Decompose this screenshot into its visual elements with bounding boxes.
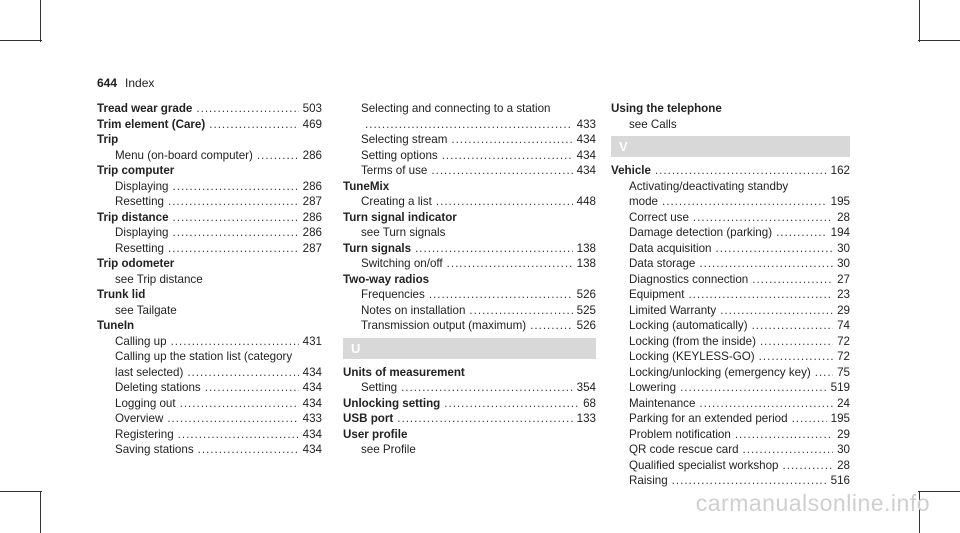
- page-ref: 526: [576, 288, 596, 301]
- dot-leader: [180, 396, 299, 412]
- index-entry[interactable]: [97, 117, 322, 133]
- entry-text: Notes on installation: [361, 303, 466, 317]
- entry-text: Deleting stations: [115, 381, 201, 394]
- index-subentry[interactable]: [611, 303, 850, 319]
- entry-text: Selecting stream: [361, 133, 448, 146]
- page-ref: 287: [302, 241, 322, 255]
- index-subentry[interactable]: [97, 148, 322, 164]
- entry-text: Displaying: [115, 226, 169, 239]
- entry-text: Transmission output (maximum): [361, 319, 527, 332]
- entry-text: Unlocking setting: [343, 396, 441, 410]
- dot-leader: [720, 303, 833, 319]
- entry-text: Logging out: [115, 396, 176, 410]
- entry-text: Frequencies: [361, 288, 425, 301]
- entry-text: Saving stations: [115, 443, 194, 456]
- dot-leader: [688, 287, 833, 303]
- entry-text: Limited Warranty: [629, 303, 717, 317]
- dot-leader: [173, 179, 299, 195]
- page-ref: 29: [837, 427, 850, 441]
- dot-leader: [716, 241, 834, 257]
- page-ref: 286: [302, 226, 322, 239]
- index-entry[interactable]: [97, 101, 322, 117]
- page-ref: 431: [302, 334, 322, 348]
- index-subentry[interactable]: [611, 210, 850, 226]
- entry-text: last selected): [115, 365, 184, 379]
- dot-leader: [760, 334, 833, 350]
- crop-mark-tl-v: [40, 0, 41, 42]
- page-ref: 194: [830, 226, 850, 239]
- page-ref: 287: [302, 195, 322, 208]
- page-ref: 354: [576, 381, 596, 394]
- page-ref: 29: [837, 303, 850, 317]
- entry-text: Raising: [629, 474, 668, 487]
- entry-text: Resetting: [115, 195, 164, 208]
- dot-leader: [431, 163, 572, 179]
- page-ref: 434: [302, 365, 322, 379]
- see-reference: see Profile: [361, 443, 416, 456]
- index-heading: Trunk lid: [97, 288, 146, 301]
- index-subentry[interactable]: [97, 179, 322, 195]
- entry-text: Problem notification: [629, 427, 731, 441]
- index-heading: Turn signal indicator: [343, 210, 457, 224]
- dot-leader: [365, 117, 573, 133]
- dot-leader: [415, 241, 573, 257]
- page-ref: 469: [302, 117, 322, 131]
- index-subentry[interactable]: [343, 148, 596, 164]
- index-subentry[interactable]: [343, 256, 596, 272]
- entry-text: Correct use: [629, 210, 689, 224]
- page-ref: 286: [302, 179, 322, 193]
- entry-text: USB port: [343, 412, 394, 425]
- entry-text: Maintenance: [629, 396, 696, 410]
- entry-text: Qualified specialist workshop: [629, 458, 779, 472]
- index-subentry[interactable]: [611, 396, 850, 412]
- index-subentry[interactable]: [343, 303, 596, 319]
- watermark: carmanualsonline.info: [695, 490, 930, 516]
- index-subentry[interactable]: [343, 380, 596, 396]
- index-column-2: [343, 101, 596, 458]
- dot-leader: [752, 318, 834, 334]
- index-subentry[interactable]: [97, 427, 322, 443]
- dot-leader: [205, 380, 299, 396]
- page-number: 644: [97, 76, 118, 90]
- page-ref: 434: [302, 443, 322, 456]
- dot-leader: [209, 117, 298, 133]
- index-column-1: [97, 101, 322, 458]
- page-ref: 433: [576, 117, 596, 131]
- entry-text: Locking (from the inside): [629, 334, 756, 348]
- index-subentry[interactable]: [343, 287, 596, 303]
- index-entry[interactable]: [343, 411, 596, 427]
- entry-text: Switching on/off: [361, 257, 443, 270]
- entry-text: Parking for an extended period: [629, 412, 788, 425]
- index-subentry[interactable]: [97, 365, 322, 381]
- page-ref: 433: [302, 412, 322, 425]
- index-subentry[interactable]: [611, 349, 850, 365]
- page-ref: 30: [837, 241, 850, 255]
- dot-leader: [759, 349, 833, 365]
- dot-leader: [168, 194, 299, 210]
- index-subentry[interactable]: [343, 318, 596, 334]
- page-header: [97, 76, 154, 90]
- page-ref: 516: [830, 474, 850, 487]
- dot-leader: [442, 148, 573, 164]
- index-subentry-text: Calling up the station list (category: [115, 350, 293, 363]
- dot-leader: [397, 411, 572, 427]
- crop-mark-tr-h: [918, 40, 960, 41]
- dot-leader: [429, 287, 573, 303]
- section-letter-bar: V: [611, 136, 850, 157]
- dot-leader: [469, 303, 572, 319]
- entry-text: Setting: [361, 381, 398, 394]
- dot-leader: [401, 380, 573, 396]
- index-subentry[interactable]: [611, 411, 850, 427]
- page-ref: 434: [576, 133, 596, 146]
- dot-leader: [699, 396, 833, 412]
- dot-leader: [436, 194, 573, 210]
- entry-text: mode: [629, 195, 659, 208]
- dot-leader: [173, 210, 299, 226]
- page-ref: 133: [576, 412, 596, 425]
- page-ref: 24: [837, 396, 850, 410]
- page-ref: 28: [837, 458, 850, 472]
- index-subentry[interactable]: [611, 241, 850, 257]
- index-subentry[interactable]: [97, 334, 322, 350]
- index-subentry[interactable]: [611, 458, 850, 474]
- dot-leader: [699, 256, 833, 272]
- dot-leader: [743, 442, 834, 458]
- index-column-3: [611, 101, 850, 489]
- dot-leader: [447, 256, 573, 272]
- page-ref: 138: [576, 257, 596, 270]
- entry-text: Equipment: [629, 288, 685, 301]
- page-ref: 525: [576, 303, 596, 317]
- page-ref: 434: [576, 164, 596, 177]
- page-ref: 162: [830, 164, 850, 177]
- entry-text: Trim element (Care): [97, 117, 206, 131]
- page-ref: 72: [837, 334, 850, 348]
- page-ref: 68: [583, 396, 596, 410]
- page-ref: 30: [837, 443, 850, 456]
- dot-leader: [693, 210, 833, 226]
- index-subentry[interactable]: [611, 380, 850, 396]
- entry-text: Terms of use: [361, 164, 428, 177]
- page-ref: 286: [302, 210, 322, 224]
- index-subentry-text: Selecting and connecting to a station: [361, 102, 551, 115]
- index-heading: Using the telephone: [611, 102, 722, 115]
- index-heading: TuneMix: [343, 179, 390, 193]
- dot-leader: [171, 334, 299, 350]
- dot-leader: [257, 148, 299, 164]
- dot-leader: [444, 396, 579, 412]
- dot-leader: [187, 365, 298, 381]
- entry-text: Displaying: [115, 179, 169, 193]
- index-subentry[interactable]: [343, 132, 596, 148]
- dot-leader: [198, 442, 299, 458]
- crop-mark-tl-h: [0, 40, 42, 41]
- entry-text: Diagnostics connection: [629, 272, 749, 286]
- page-ref: 74: [837, 319, 850, 332]
- page-ref: 27: [837, 272, 850, 286]
- entry-text: Vehicle: [611, 164, 651, 177]
- page-ref: 286: [302, 148, 322, 162]
- index-subentry[interactable]: [611, 442, 850, 458]
- index-subentry[interactable]: [611, 365, 850, 381]
- index-heading: TuneIn: [97, 319, 135, 332]
- dot-leader: [752, 272, 833, 288]
- index-subentry[interactable]: [611, 318, 850, 334]
- page-ref: 138: [576, 241, 596, 255]
- entry-text: Overview: [115, 412, 164, 425]
- entry-text: Lowering: [629, 381, 677, 394]
- index-heading: Trip computer: [97, 164, 175, 177]
- dot-leader: [178, 427, 299, 443]
- entry-text: Resetting: [115, 241, 164, 255]
- dot-leader: [815, 365, 833, 381]
- crop-mark-tr-v: [919, 0, 920, 42]
- index-subentry[interactable]: [97, 194, 322, 210]
- index-subentry[interactable]: [611, 225, 850, 241]
- dot-leader: [783, 458, 834, 474]
- index-subentry[interactable]: [611, 473, 850, 489]
- index-subentry[interactable]: [611, 256, 850, 272]
- entry-text: Locking (KEYLESS-GO): [629, 350, 755, 363]
- dot-leader: [168, 241, 299, 257]
- dot-leader: [776, 225, 827, 241]
- entry-text: Menu (on-board computer): [115, 148, 253, 162]
- page-ref: 503: [302, 102, 322, 115]
- dot-leader: [451, 132, 572, 148]
- index-entry[interactable]: [343, 396, 596, 412]
- dot-leader: [530, 318, 573, 334]
- index-heading: Trip: [97, 133, 119, 146]
- index-subentry[interactable]: [343, 163, 596, 179]
- see-reference: see Tailgate: [115, 303, 177, 317]
- index-subentry[interactable]: [611, 287, 850, 303]
- entry-text: Tread wear grade: [97, 102, 193, 115]
- index-subentry[interactable]: [611, 272, 850, 288]
- dot-leader: [196, 101, 298, 117]
- page-ref: 526: [576, 319, 596, 332]
- entry-text: Locking (automatically): [629, 319, 748, 332]
- index-subentry[interactable]: [343, 117, 596, 133]
- entry-text: Calling up: [115, 334, 167, 348]
- dot-leader: [662, 194, 827, 210]
- index-subentry[interactable]: [97, 396, 322, 412]
- page-ref: 72: [837, 350, 850, 363]
- page-ref: 434: [576, 148, 596, 162]
- index-entry[interactable]: [611, 163, 850, 179]
- dot-leader: [792, 411, 827, 427]
- entry-text: Registering: [115, 427, 174, 441]
- page-ref: 75: [837, 365, 850, 379]
- index-subentry[interactable]: [97, 442, 322, 458]
- dot-leader: [173, 225, 299, 241]
- page-ref: 519: [830, 381, 850, 394]
- crop-mark-bl-v: [40, 491, 41, 533]
- index-subentry-text: Activating/deactivating standby: [629, 179, 789, 193]
- index-subentry[interactable]: [97, 380, 322, 396]
- page-ref: 434: [302, 396, 322, 410]
- index-entry[interactable]: [97, 210, 322, 226]
- index-heading: Units of measurement: [343, 365, 465, 379]
- see-reference: see Calls: [629, 117, 677, 131]
- page-ref: 28: [837, 210, 850, 224]
- page-ref: 30: [837, 257, 850, 270]
- index-heading: Two-way radios: [343, 272, 430, 286]
- index-heading: Trip odometer: [97, 257, 175, 270]
- entry-text: Damage detection (parking): [629, 226, 773, 239]
- entry-text: Turn signals: [343, 241, 412, 255]
- index-subentry[interactable]: [97, 411, 322, 427]
- entry-text: Data storage: [629, 257, 696, 270]
- index-entry[interactable]: [343, 241, 596, 257]
- page-ref: 195: [830, 195, 850, 208]
- see-reference: see Trip distance: [115, 272, 203, 286]
- entry-text: Locking/unlocking (emergency key): [629, 365, 811, 379]
- crop-mark-bl-h: [0, 491, 42, 492]
- entry-text: Creating a list: [361, 195, 432, 208]
- page-ref: 23: [837, 288, 850, 301]
- dot-leader: [680, 380, 827, 396]
- entry-text: Trip distance: [97, 210, 169, 224]
- page-ref: 448: [576, 195, 596, 208]
- index-subentry[interactable]: [611, 427, 850, 443]
- entry-text: QR code rescue card: [629, 443, 739, 456]
- index-subentry[interactable]: [343, 194, 596, 210]
- dot-leader: [167, 411, 298, 427]
- page-ref: 434: [302, 427, 322, 441]
- index-subentry[interactable]: [97, 225, 322, 241]
- index-subentry[interactable]: [611, 334, 850, 350]
- index-heading: User profile: [343, 427, 408, 441]
- index-subentry[interactable]: [97, 241, 322, 257]
- index-subentry[interactable]: [611, 194, 850, 210]
- section-letter-bar: U: [343, 338, 596, 359]
- dot-leader: [672, 473, 827, 489]
- page-ref: 195: [830, 412, 850, 425]
- entry-text: Setting options: [361, 148, 438, 162]
- see-reference: see Turn signals: [361, 226, 446, 239]
- dot-leader: [655, 163, 827, 179]
- entry-text: Data acquisition: [629, 241, 712, 255]
- page-ref: 434: [302, 381, 322, 394]
- section-title: Index: [125, 76, 155, 90]
- dot-leader: [735, 427, 833, 443]
